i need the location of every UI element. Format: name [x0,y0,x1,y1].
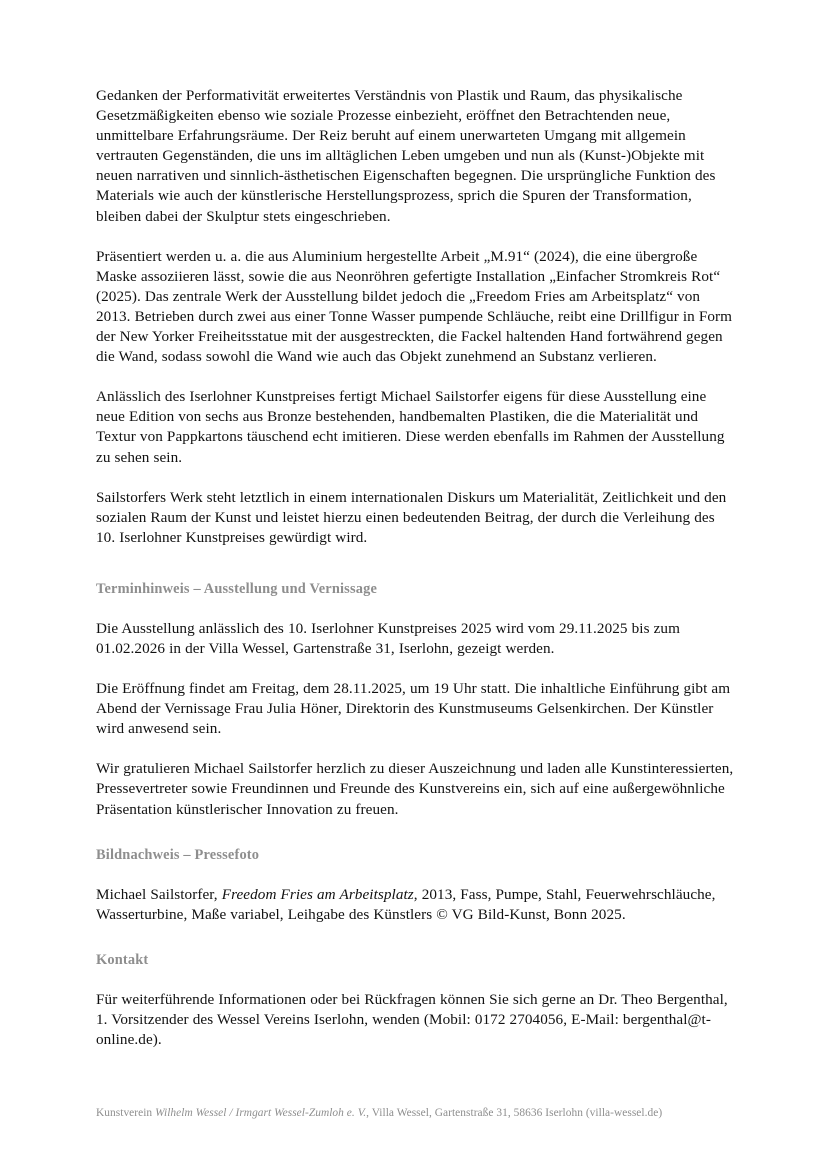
heading-terminhinweis: Terminhinweis – Ausstellung und Vernissage [96,580,378,597]
paragraph-performativitaet: Gedanken der Performativität erweitertes Verständnis von Plastik und Raum, das physikalische Gesetzmäßigkeiten ebenso wie soziale Prozesse einbezieht, eröffnet den Betrachtenden neue, unmittelbare Erfahrungsräume. Der Reiz beruht auf einem unerwarteten Umgang mit allgemein vertrauten Gegenständen, die uns im alltäglichen Leben umgeben und nun als (Kunst-)Objekte mit neuen narrativen und sinnlich-ästhetischen Eigenschaften begegnen. Die ursprüngliche Funktion des Materials wie auch der künstlerische Herstellungsprozess, sprich die Spuren der Transformation, bleiben dabei der Skulptur stets eingeschrieben. [96,87,716,225]
paragraph-eroeffnung-vernissage: Die Eröffnung findet am Freitag, dem 28.11.2025, um 19 Uhr statt. Die inhaltliche Einführung gibt am Abend der Vernissage Frau Julia Höner, Direktorin des Kunstmuseums Gelsenkirchen. Der Künstler wird anwesend sein. [96,680,731,738]
paragraph-kontakt-details: Für weiterführende Informationen oder bei Rückfragen können Sie sich gerne an Dr. Theo Bergenthal, 1. Vorsitzender des Wessel Vereins Iserlohn, wenden (Mobil: 0172 2704056, E-Mail: bergenthal@t-online.de). [96,990,728,1048]
credit-artist-prefix: Michael Sailstorfer, [96,885,222,903]
paragraph-gratulation: Wir gratulieren Michael Sailstorfer herzlich zu dieser Auszeichnung und laden alle Kunstinteressierten, Pressevertreter sowie Freundinnen und Freunde des Kunstvereins ein, sich auf eine außergewöhnliche Präsentation künstlerischer Innovation zu freuen. [96,760,734,818]
paragraph-sailstorfers-werk: Sailstorfers Werk steht letztlich in einem internationalen Diskurs um Materialität, Zeitlichkeit und den sozialen Raum der Kunst und leistet hierzu einen bedeutenden Beitrag, der durch die Verleihung des 10. Iserlohner Kunstpreises gewürdigt wird. [96,488,727,546]
credit-work-title: Freedom Fries am Arbeitsplatz [221,885,414,903]
paragraph-ausstellung-zeitraum: Die Ausstellung anlässlich des 10. Iserlohner Kunstpreises 2025 wird vom 29.11.2025 bis zum 01.02.2026 in der Villa Wessel, Gartenstraße 31, Iserlohn, gezeigt werden. [96,619,680,657]
footer-prefix: Kunstverein [96,1107,156,1119]
heading-bildnachweis: Bildnachweis – Pressefoto [96,846,260,863]
heading-kontakt: Kontakt [96,951,149,968]
paragraph-anlaesslich-edition: Anlässlich des Iserlohner Kunstpreises fertigt Michael Sailstorfer eigens für diese Ausstellung eine neue Edition von sechs aus Bronze bestehenden, handbemalten Plastiken, die die Materialität und Textur von Pappkartons täuschend echt imitieren. Diese werden ebenfalls im Rahmen der Ausstellung zu sehen sein. [96,388,725,466]
credit-details-suffix: , 2013, Fass, Pumpe, Stahl, Feuerwehrschläuche, Wasserturbine, Maße variabel, Leihgabe des Künstlers © VG Bild-Kunst, Bonn 2025. [96,885,716,923]
footer-address: , Villa Wessel, Gartenstraße 31, 58636 Iserlohn (villa-wessel.de) [366,1107,663,1119]
footer-association-name: Wilhelm Wessel / Irmgart Wessel-Zumloh e. V. [155,1107,367,1119]
paragraph-bildnachweis-credit [96,885,736,925]
page-footer [96,1106,746,1121]
paragraph-praesentiert-werden: Präsentiert werden u. a. die aus Aluminium hergestellte Arbeit „M.91“ (2024), die eine übergroße Maske assoziieren lässt, sowie die aus Neonröhren gefertigte Installation „Einfacher Stromkreis Rot“ (2025). Das zentrale Werk der Ausstellung bildet jedoch die „Freedom Fries am Arbeitsplatz“ von 2013. Betrieben durch zwei aus einer Tonne Wasser pumpende Schläuche, reibt eine Drillfigur in Form der New Yorker Freiheitsstatue mit der ausgestreckten, die Fackel haltenden Hand fortwährend gegen die Wand, sodass sowohl die Wand wie auch das Objekt zunehmend an Substanz verlieren. [96,247,733,366]
